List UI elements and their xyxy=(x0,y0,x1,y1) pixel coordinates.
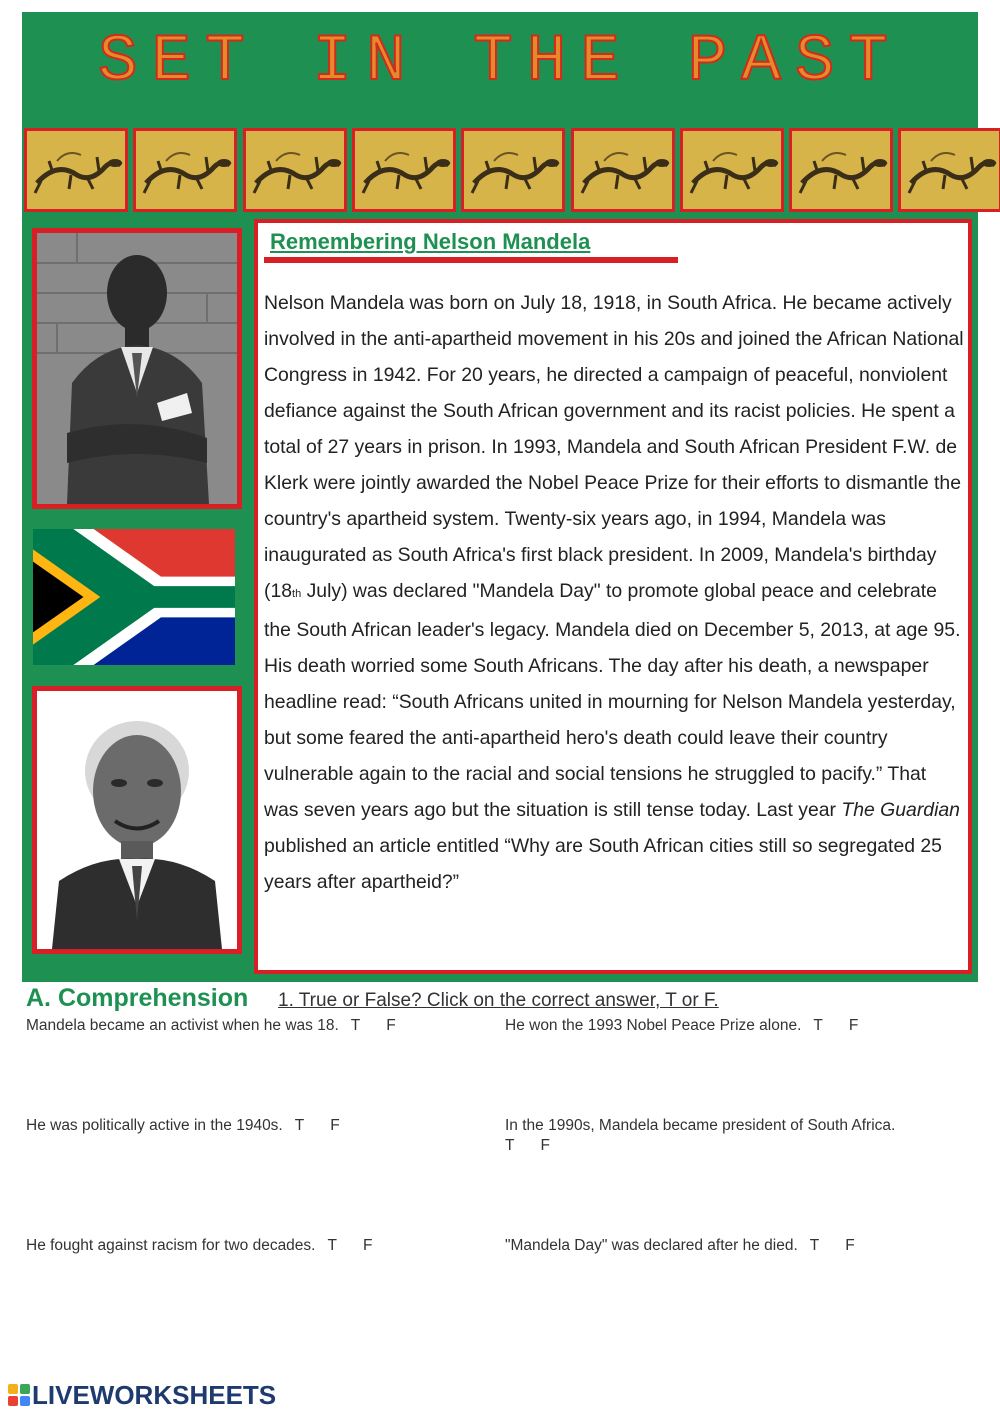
tf-question-5 xyxy=(26,1236,496,1256)
article-text-part-3: published an article entitled “Why are South African cities still so segregated 25 years after apartheid?” xyxy=(264,835,942,893)
decorative-tile-row xyxy=(24,128,976,210)
tf-question-6 xyxy=(505,1236,975,1256)
brand-name: LIVEWORKSHEETS xyxy=(32,1379,277,1410)
lizard-tile-image xyxy=(133,128,237,212)
question-text: He won the 1993 Nobel Peace Prize alone. xyxy=(505,1017,802,1034)
true-option[interactable]: T xyxy=(505,1137,515,1154)
article-box xyxy=(254,219,972,974)
comprehension-instruction: 1. True or False? Click on the correct answer, T or F. xyxy=(278,990,719,1011)
lizard-tile-image xyxy=(789,128,893,212)
true-option[interactable]: T xyxy=(813,1017,823,1034)
lizard-tile-image xyxy=(571,128,675,212)
lizard-tile-image xyxy=(24,128,128,212)
lizard-tile-image xyxy=(243,128,347,212)
elder-mandela-photo xyxy=(32,686,242,954)
south-africa-flag xyxy=(33,529,235,665)
article-heading: Remembering Nelson Mandela xyxy=(270,229,591,254)
tf-question-3 xyxy=(26,1116,496,1136)
question-text: He was politically active in the 1940s. xyxy=(26,1117,283,1134)
heading-underline-bar xyxy=(264,257,678,263)
false-option[interactable]: F xyxy=(386,1017,396,1034)
true-option[interactable]: T xyxy=(327,1237,337,1254)
newspaper-name: The Guardian xyxy=(841,799,960,821)
article-text-part-1: Nelson Mandela was born on July 18, 1918, in South Africa. He became actively involved in the anti-apartheid movement in his 20s and joined the African National Congress in 1942. For 20 years, he directed a campaign of peaceful, nonviolent defiance against the South African government and its racist policies. He spent a total of 27 years in prison. In 1993, Mandela and South African President F.W. de Klerk were jointly awarded the Nobel Peace Prize for their efforts to dismantle the country's apartheid system. Twenty-six years ago, in 1994, Mandela was inaugurated as South Africa's first black president. In 2009, Mandela's birthday (18 xyxy=(264,292,964,602)
comprehension-heading: A. Comprehension xyxy=(26,984,249,1012)
false-option[interactable]: F xyxy=(540,1137,550,1154)
tf-question-1 xyxy=(26,1016,496,1036)
liveworksheets-logo[interactable] xyxy=(8,1380,276,1410)
lizard-tile-image xyxy=(898,128,1000,212)
false-option[interactable]: F xyxy=(362,1237,373,1254)
true-option[interactable]: T xyxy=(350,1017,361,1034)
question-text: Mandela became an activist when he was 18. xyxy=(26,1017,339,1034)
question-text: In the 1990s, Mandela became president of South Africa. xyxy=(505,1117,896,1134)
ordinal-suffix: th xyxy=(292,588,302,600)
question-text: He fought against racism for two decades. xyxy=(26,1237,316,1254)
tf-question-4 xyxy=(505,1116,975,1156)
true-option[interactable]: T xyxy=(809,1237,820,1254)
false-option[interactable]: F xyxy=(845,1237,855,1254)
lizard-tile-image xyxy=(680,128,784,212)
liveworksheets-icon xyxy=(8,1384,30,1406)
young-mandela-photo xyxy=(32,228,242,509)
true-option[interactable]: T xyxy=(294,1117,305,1134)
tf-question-2 xyxy=(505,1016,975,1036)
lizard-tile-image xyxy=(352,128,456,212)
article-text-part-2: July) was declared "Mandela Day" to promote global peace and celebrate the South African leader's legacy. Mandela died on December 5, 2013, at age 95. His death worried some South Africans. The day after his death, a newspaper headline read: “South Africans united in mourning for Nelson Mandela yesterday, but some feared the anti-apartheid hero's death could leave their country vulnerable again to the racial and social tensions he struggled to pacify.” That was seven years ago but the situation is still tense today. Last year xyxy=(264,580,961,821)
page-title: SET IN THE PAST xyxy=(97,24,903,99)
false-option[interactable]: F xyxy=(330,1117,340,1134)
article-text xyxy=(264,285,964,900)
question-text: "Mandela Day" was declared after he died. xyxy=(505,1237,798,1254)
lizard-tile-image xyxy=(461,128,565,212)
false-option[interactable]: F xyxy=(848,1017,859,1034)
